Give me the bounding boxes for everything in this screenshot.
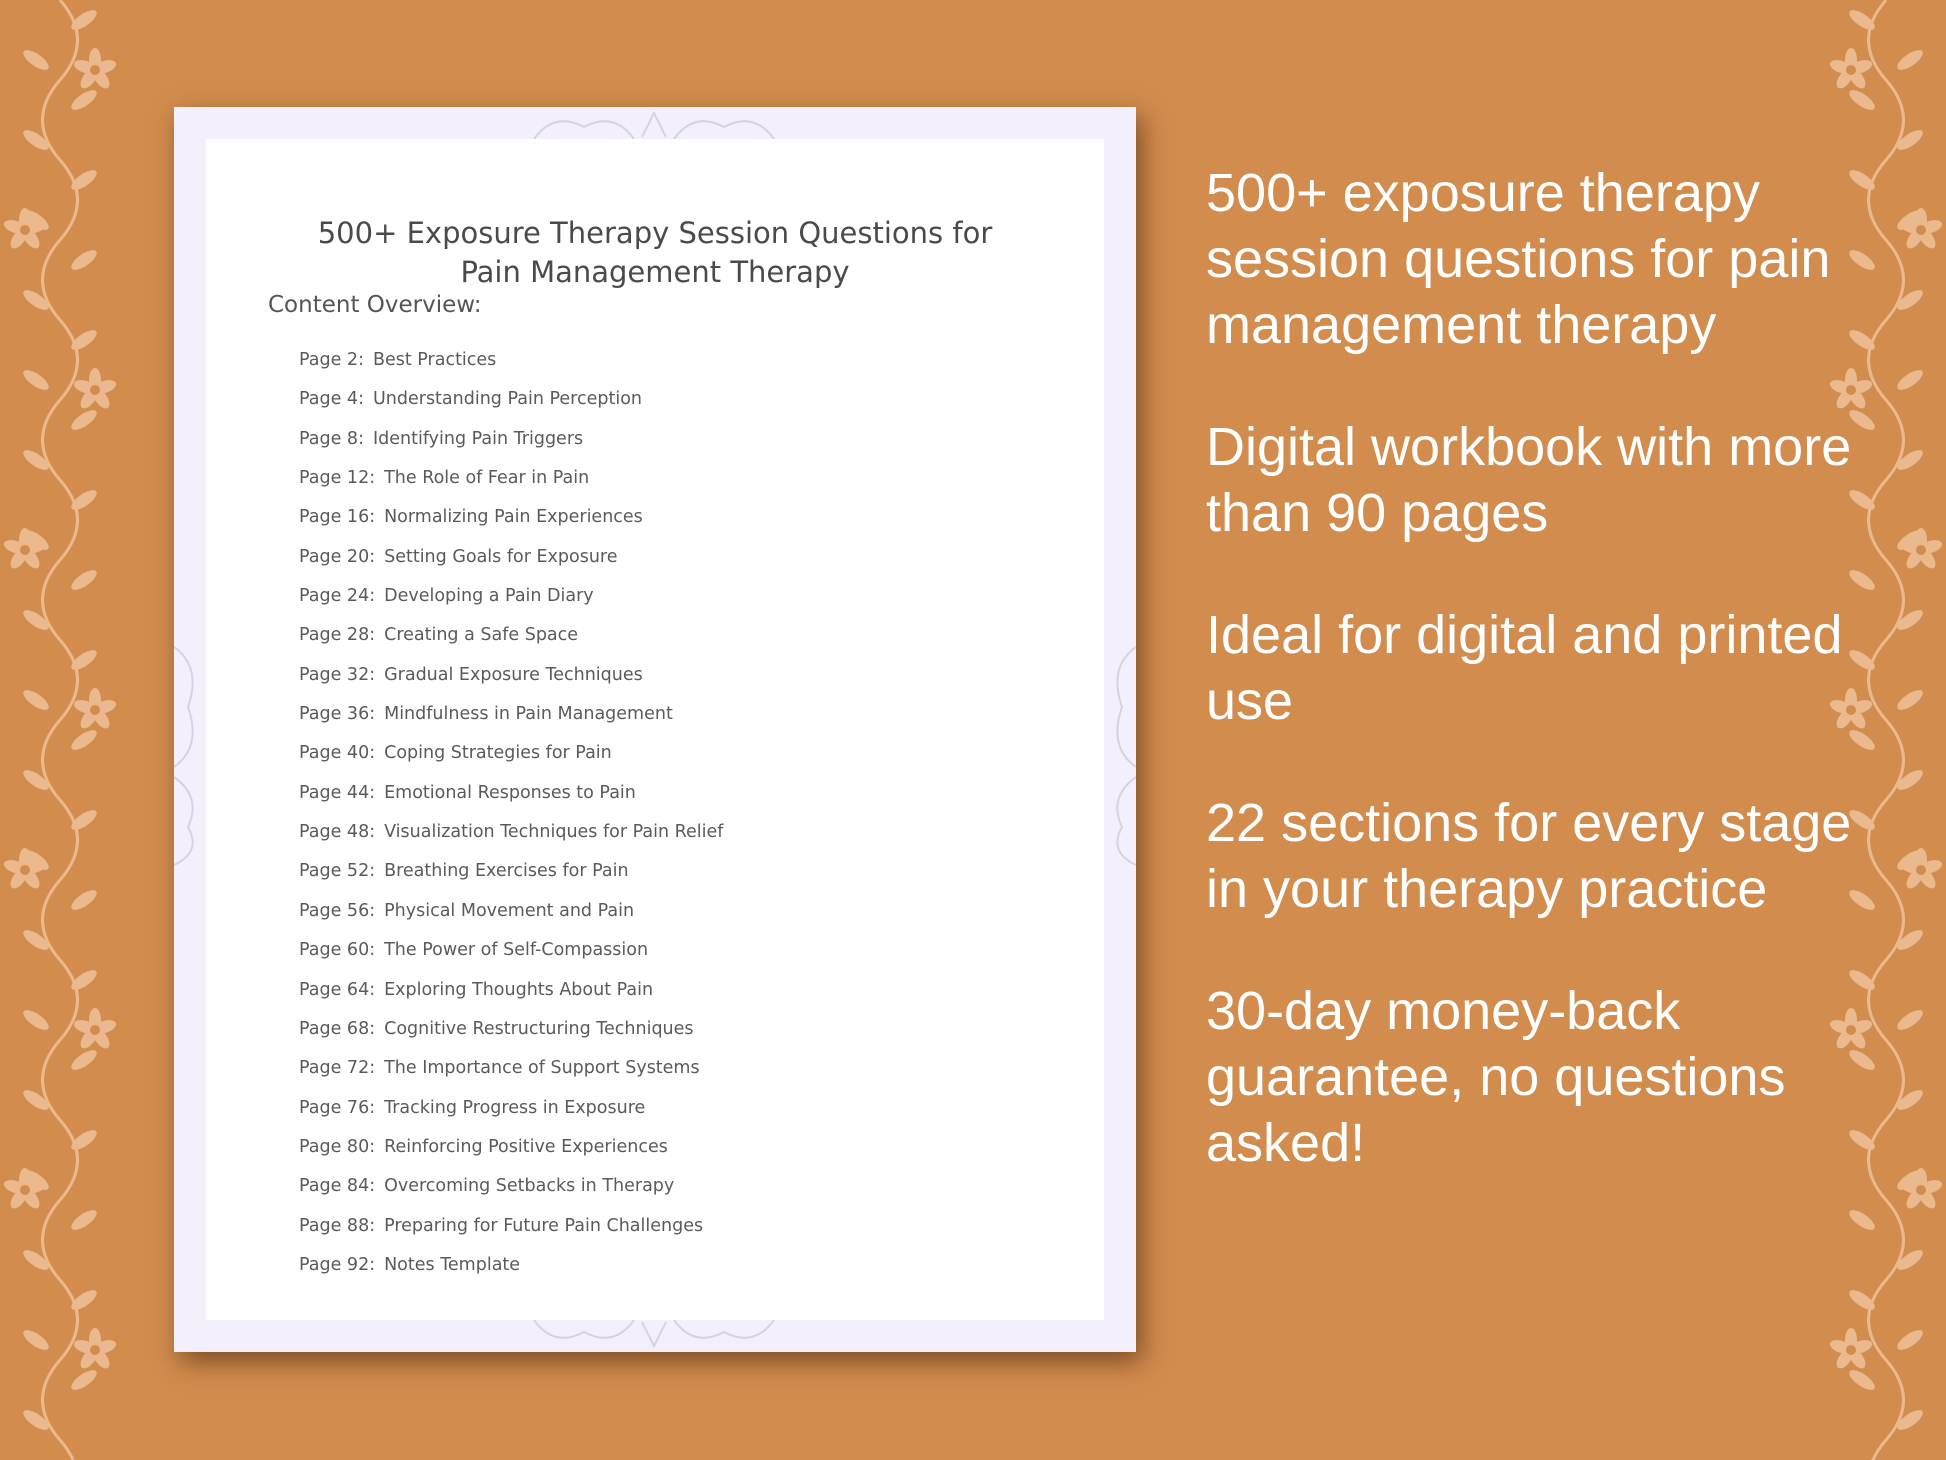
toc-item [299,1167,723,1206]
toc-section-title: Identifying Pain Triggers [372,428,584,449]
toc-item [299,656,723,695]
feature-item: 22 sections for every stage in your therapy practice [1206,793,1852,919]
toc-item [299,459,723,498]
toc-section-title: Setting Goals for Exposure [384,546,618,567]
toc-section-title: Creating a Safe Space [384,625,579,646]
toc-section-title: Notes Template [384,1254,521,1275]
toc-page-number: Page 76: [299,1097,376,1118]
toc-item [299,813,723,852]
document-title-line-1: 500+ Exposure Therapy Session Questions for [317,216,993,250]
toc-page-number: Page 16: [299,507,376,528]
toc-page-number: Page 72: [299,1058,376,1079]
toc-item [299,380,723,419]
toc-item [299,1207,723,1246]
toc-section-title: Best Practices [372,350,497,370]
feature-item: Ideal for digital and printed use [1206,605,1843,731]
toc-section-title: Coping Strategies for Pain [384,743,612,764]
toc-page-number: Page 68: [299,1018,376,1039]
toc-item [299,616,723,655]
toc-item [299,1049,723,1088]
toc-section-title: Reinforcing Positive Experiences [384,1136,668,1157]
toc-page-number: Page 24: [299,586,376,607]
toc-item [299,577,723,616]
toc-page-number: Page 60: [299,940,376,961]
toc-section-title: The Importance of Support Systems [384,1058,700,1079]
toc-section-title: Breathing Exercises for Pain [384,861,629,882]
content-overview-heading: Content Overview: [268,292,482,318]
toc-item [299,931,723,970]
toc-item [299,1128,723,1167]
mandala-ornament-icon [1104,627,1136,867]
toc-item [299,1089,723,1128]
toc-page-number: Page 80: [299,1136,376,1157]
toc-section-title: The Power of Self-Compassion [384,940,649,961]
toc-section-title: Normalizing Pain Experiences [384,507,643,528]
toc-item [299,1246,723,1285]
feature-item: 500+ exposure therapy session questions for pain management therapy [1206,163,1831,355]
toc-page-number: Page 44: [299,782,376,803]
document-page [206,139,1104,1320]
toc-page-number: Page 2: [299,350,364,370]
toc-section-title: Tracking Progress in Exposure [384,1097,646,1118]
toc-item [299,420,723,459]
toc-item [299,734,723,773]
mandala-ornament-icon [514,107,794,139]
toc-section-title: Exploring Thoughts About Pain [384,979,654,1000]
toc-item [299,971,723,1010]
toc-section-title: Physical Movement and Pain [384,900,635,921]
toc-section-title: The Role of Fear in Pain [384,468,590,489]
toc-page-number: Page 92: [299,1254,376,1275]
toc-page-number: Page 12: [299,468,376,489]
feature-item: 30-day money-back guarantee, no questions asked! [1206,981,1786,1173]
toc-section-title: Cognitive Restructuring Techniques [384,1018,694,1039]
feature-item: Digital workbook with more than 90 pages [1206,417,1852,543]
toc-page-number: Page 28: [299,625,376,646]
toc-page-number: Page 88: [299,1215,376,1236]
toc-section-title: Gradual Exposure Techniques [384,664,643,685]
toc-item [299,341,723,380]
toc-section-title: Visualization Techniques for Pain Relief [384,822,724,843]
toc-item [299,774,723,813]
table-of-contents [299,341,723,1285]
toc-page-number: Page 8: [299,428,364,449]
toc-page-number: Page 84: [299,1176,376,1197]
toc-page-number: Page 20: [299,546,376,567]
toc-section-title: Mindfulness in Pain Management [384,704,673,725]
toc-page-number: Page 64: [299,979,376,1000]
toc-page-number: Page 32: [299,664,376,685]
toc-page-number: Page 40: [299,743,376,764]
toc-section-title: Preparing for Future Pain Challenges [384,1215,704,1236]
toc-page-number: Page 48: [299,822,376,843]
toc-item [299,498,723,537]
toc-item [299,852,723,891]
toc-section-title: Emotional Responses to Pain [384,782,636,803]
floral-vine-left-icon [0,0,135,1460]
toc-section-title: Developing a Pain Diary [384,586,594,607]
mandala-ornament-icon [514,1320,794,1352]
document-preview [174,107,1136,1352]
toc-page-number: Page 36: [299,704,376,725]
toc-section-title: Understanding Pain Perception [372,389,642,410]
toc-item [299,538,723,577]
toc-item [299,892,723,931]
toc-section-title: Overcoming Setbacks in Therapy [384,1176,675,1197]
toc-page-number: Page 52: [299,861,376,882]
document-title-line-2: Pain Management Therapy [460,255,850,289]
feature-list [1206,160,1906,1176]
toc-page-number: Page 4: [299,389,364,410]
mandala-ornament-icon [174,627,206,867]
toc-item [299,1010,723,1049]
toc-page-number: Page 56: [299,900,376,921]
toc-item [299,695,723,734]
document-title [206,214,1104,292]
